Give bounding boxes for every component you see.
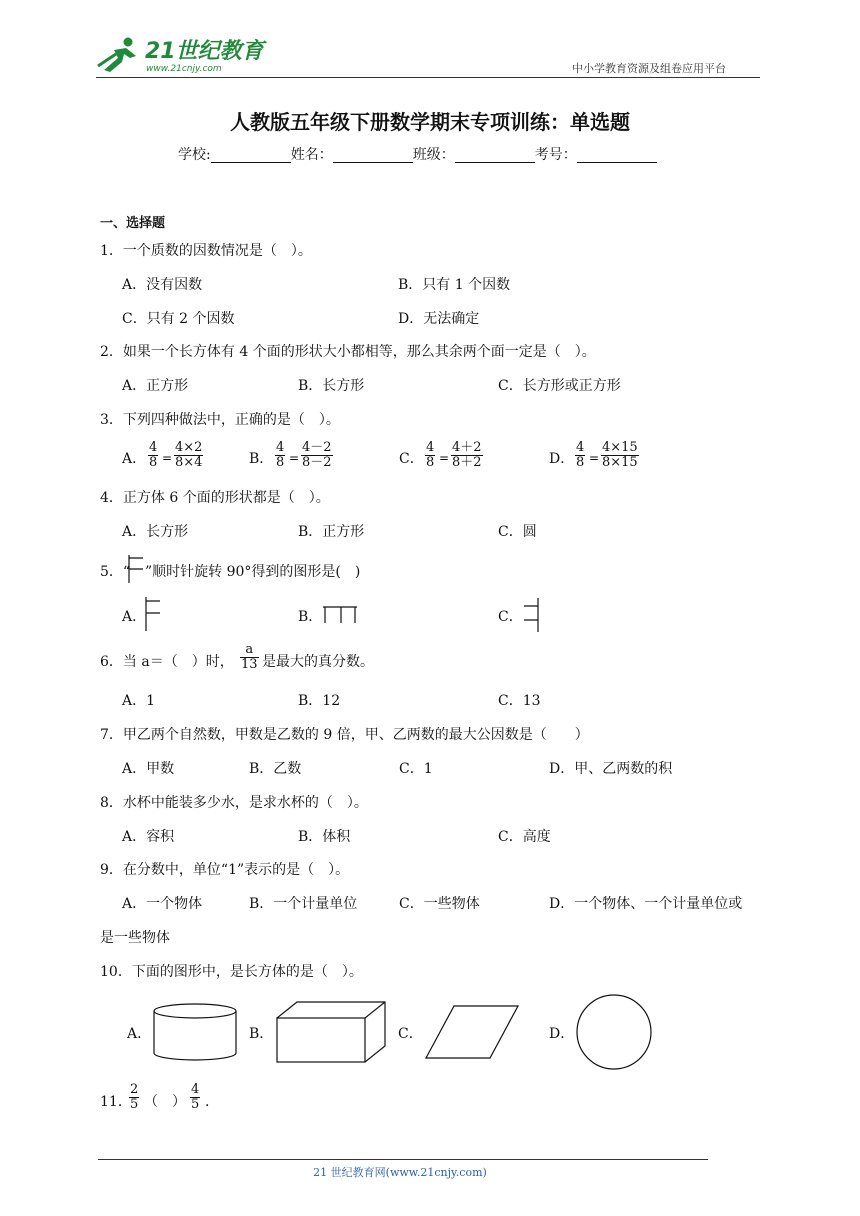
q2-option-a[interactable]: A．正方形 (122, 378, 189, 394)
name-label: 姓名： (290, 147, 333, 163)
question-6-suffix: 是最大的真分数。 (262, 654, 374, 670)
q1-option-a[interactable]: A．没有因数 (122, 277, 203, 293)
q5-original-shape-icon (127, 555, 145, 583)
question-2: 2．如果一个长方体有 4 个面的形状大小都相等，那么其余两个面一定是（ ）。 (100, 344, 596, 360)
logo-runner-icon (96, 36, 146, 76)
q5-option-c[interactable]: C． (498, 609, 523, 625)
q10-parallelogram-icon (424, 1004, 520, 1060)
logo-text: 21世纪教育 (145, 39, 264, 64)
q10-circle-icon (575, 994, 653, 1070)
q3-a-frac-left: $\frac{4}{8}$ (149, 440, 158, 470)
q3-option-a[interactable]: A． (122, 451, 147, 467)
q2-option-c[interactable]: C．长方形或正方形 (498, 378, 621, 394)
q3-c-equals: = (439, 451, 450, 465)
q5-option-a-shape-icon (144, 597, 162, 631)
q3-b-frac-right: $\frac{4-2}{8-2}$ (302, 440, 332, 470)
q11-blank[interactable]: （ ） (144, 1094, 186, 1110)
q5-option-b[interactable]: B． (298, 609, 323, 625)
footer-rule (98, 1159, 708, 1160)
q5-option-c-shape-icon (522, 598, 540, 632)
q3-c-frac-right: $\frac{4+2}{8+2}$ (452, 440, 482, 470)
q5-option-b-shape-icon (323, 605, 357, 623)
q10-option-d[interactable]: D． (549, 1026, 575, 1042)
question-7: 7．甲乙两个自然数，甲数是乙数的 9 倍，甲、乙两数的最大公因数是（ ） (100, 727, 589, 743)
school-field[interactable] (211, 148, 291, 163)
q11-period: . (205, 1094, 210, 1110)
q3-option-d[interactable]: D． (549, 451, 575, 467)
header-rule (96, 77, 760, 78)
q7-option-d[interactable]: D．甲、乙两数的积 (549, 761, 673, 777)
q9-option-d[interactable]: D．一个物体、一个计量单位或 (549, 896, 743, 912)
question-4: 4．正方体 6 个面的形状都是（ ）。 (100, 490, 330, 506)
q10-cuboid-icon (275, 1000, 387, 1064)
question-11-label: 11． (100, 1094, 132, 1110)
q3-a-equals: = (162, 451, 173, 465)
class-label: 班级： (412, 147, 455, 163)
q6-option-a[interactable]: A．1 (122, 693, 156, 709)
q3-d-frac-left: $\frac{4}{8}$ (576, 440, 585, 470)
q7-option-c[interactable]: C．1 (399, 761, 433, 777)
name-field[interactable] (333, 148, 413, 163)
q3-a-frac-right: $\frac{4\times 2}{8\times 4}$ (175, 440, 203, 470)
school-label: 学校: (178, 147, 211, 163)
question-10: 10．下面的图形中，是长方体的是（ ）。 (100, 964, 363, 980)
q10-cylinder-icon (152, 1003, 238, 1061)
logo-url: www.21cnjy.com (146, 64, 222, 74)
question-5-suffix: ”顺时针旋转 90°得到的图形是( ) (145, 564, 361, 580)
q10-option-b[interactable]: B． (249, 1026, 274, 1042)
q11-fraction-right: $\frac{4}{5}$ (191, 1082, 200, 1112)
q3-option-c[interactable]: C． (399, 451, 424, 467)
student-info (178, 147, 657, 163)
q7-option-b[interactable]: B．乙数 (249, 761, 302, 777)
q9-option-d-continued: 是一些物体 (100, 930, 170, 946)
q10-option-a[interactable]: A． (127, 1026, 152, 1042)
footer-text[interactable]: 21 世纪教育网(www.21cnjy.com) (313, 1166, 487, 1179)
question-8: 8．水杯中能装多少水，是求水杯的（ ）。 (100, 795, 368, 811)
q8-option-c[interactable]: C．高度 (498, 829, 551, 845)
q8-option-b[interactable]: B．体积 (298, 829, 351, 845)
q4-option-a[interactable]: A．长方形 (122, 524, 189, 540)
question-6-prefix: 6．当 a＝（ ）时， (100, 654, 234, 670)
question-1: 1．一个质数的因数情况是（ ）。 (100, 243, 312, 259)
q7-option-a[interactable]: A．甲数 (122, 761, 175, 777)
q3-b-frac-left: $\frac{4}{8}$ (276, 440, 285, 470)
number-field[interactable] (577, 148, 657, 163)
question-9: 9．在分数中，单位“1”表示的是（ ）。 (100, 862, 350, 878)
q6-option-b[interactable]: B．12 (298, 693, 341, 709)
q9-option-a[interactable]: A．一个物体 (122, 896, 203, 912)
q5-option-a[interactable]: A． (122, 609, 147, 625)
q1-option-d[interactable]: D．无法确定 (398, 311, 480, 327)
q11-fraction-left: $\frac{2}{5}$ (130, 1082, 139, 1112)
q10-option-c[interactable]: C． (398, 1026, 423, 1042)
page-title: 人教版五年级下册数学期末专项训练：单选题 (230, 110, 630, 134)
question-5-prefix: 5．“ (100, 564, 131, 580)
q1-option-b[interactable]: B．只有 1 个因数 (398, 277, 511, 293)
q3-d-equals: = (589, 451, 600, 465)
q9-option-c[interactable]: C．一些物体 (399, 896, 480, 912)
number-label: 考号： (534, 147, 577, 163)
q3-b-equals: = (289, 451, 300, 465)
q6-option-c[interactable]: C．13 (498, 693, 541, 709)
q4-option-c[interactable]: C．圆 (498, 524, 537, 540)
section-heading: 一、选择题 (100, 216, 166, 231)
q6-fraction: $\frac{a}{13}$ (241, 642, 258, 672)
class-field[interactable] (455, 148, 535, 163)
q2-option-b[interactable]: B．长方形 (298, 378, 365, 394)
q3-option-b[interactable]: B． (249, 451, 274, 467)
q1-option-c[interactable]: C．只有 2 个因数 (122, 311, 235, 327)
question-3: 3．下列四种做法中，正确的是（ ）。 (100, 412, 340, 428)
q4-option-b[interactable]: B．正方形 (298, 524, 365, 540)
q3-c-frac-left: $\frac{4}{8}$ (426, 440, 435, 470)
platform-name: 中小学教育资源及组卷应用平台 (572, 62, 726, 75)
q9-option-b[interactable]: B．一个计量单位 (249, 896, 358, 912)
q3-d-frac-right: $\frac{4\times 15}{8\times 15}$ (602, 440, 638, 470)
q8-option-a[interactable]: A．容积 (122, 829, 175, 845)
